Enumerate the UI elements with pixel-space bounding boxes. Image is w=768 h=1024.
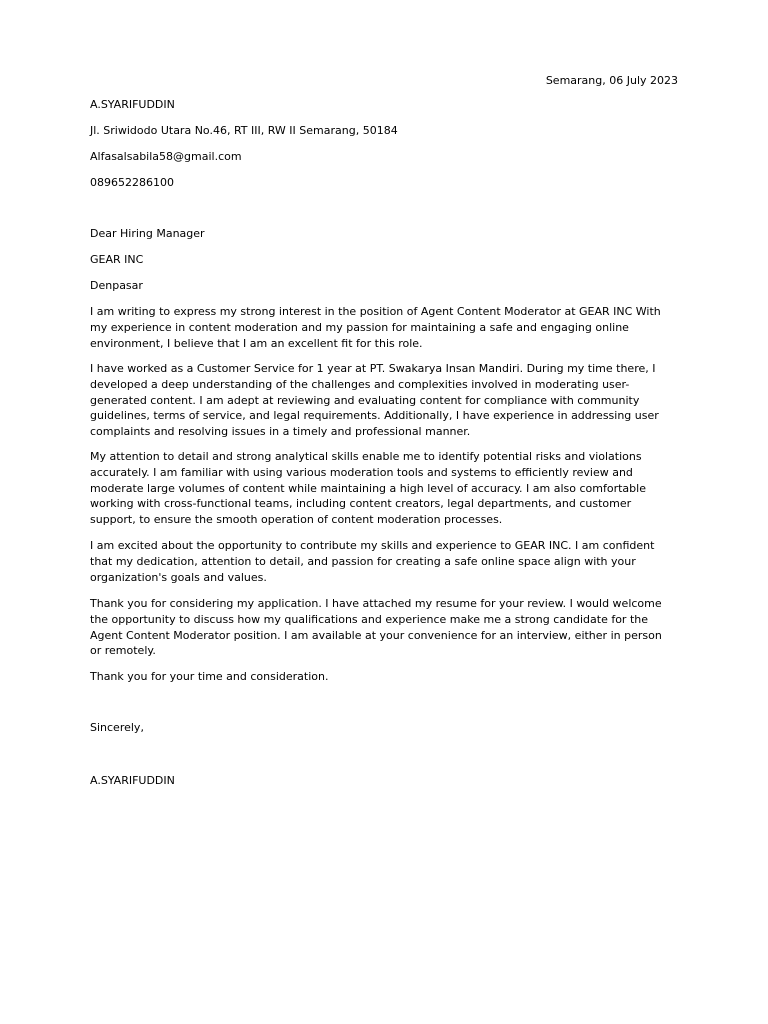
sender-phone: 089652286100 xyxy=(90,176,174,189)
signature-name: A.SYARIFUDDIN xyxy=(90,774,175,787)
paragraph-line: environment, I believe that I am an excellent fit for this role. xyxy=(90,336,423,350)
paragraph-line: I am writing to express my strong interest in the position of Agent Content Moderator at GEAR INC With xyxy=(90,305,661,318)
paragraph-line: organization's goals and values. xyxy=(90,570,267,584)
sender-email: Alfasalsabila58@gmail.com xyxy=(90,150,242,163)
paragraph-line: guidelines, terms of service, and legal requirements. Additionally, I have experience in addressing user xyxy=(90,409,659,423)
paragraph-line: Thank you for your time and consideration. xyxy=(90,670,329,683)
paragraph-line: the opportunity to discuss how my qualifications and experience make me a strong candidate for the xyxy=(90,612,649,626)
paragraph-line: that my dedication, attention to detail, and passion for creating a safe online space align with your xyxy=(90,554,636,568)
sender-name: A.SYARIFUDDIN xyxy=(90,98,175,111)
paragraph-line: support, to ensure the smooth operation of content moderation processes. xyxy=(90,513,503,527)
letter-date: Semarang, 06 July 2023 xyxy=(545,74,678,87)
paragraph-final-thanks xyxy=(90,669,682,685)
paragraph-line: or remotely. xyxy=(90,644,156,658)
paragraph-experience xyxy=(90,361,682,440)
paragraph-thanks-application xyxy=(90,596,682,659)
recipient-salutation: Dear Hiring Manager xyxy=(90,227,205,240)
paragraph-line: Thank you for considering my application. I have attached my resume for your review. I would welcome xyxy=(90,597,662,610)
paragraph-line: complaints and resolving issues in a timely and professional manner. xyxy=(90,425,471,439)
paragraph-line: Agent Content Moderator position. I am available at your convenience for an interview, either in person xyxy=(90,628,662,642)
paragraph-line: My attention to detail and strong analytical skills enable me to identify potential risks and violations xyxy=(90,450,642,463)
paragraph-line: generated content. I am adept at reviewing and evaluating content for compliance with community xyxy=(90,393,640,407)
closing: Sincerely, xyxy=(90,721,144,734)
paragraph-motivation xyxy=(90,538,682,585)
paragraph-skills xyxy=(90,449,682,528)
paragraph-line: accurately. I am familiar with using various moderation tools and systems to efficiently review and xyxy=(90,465,633,479)
paragraph-line: I have worked as a Customer Service for 1 year at PT. Swakarya Insan Mandiri. During my time there, I xyxy=(90,362,656,375)
sender-address: Jl. Sriwidodo Utara No.46, RT III, RW II Semarang, 50184 xyxy=(90,124,398,137)
recipient-city: Denpasar xyxy=(90,279,143,292)
paragraph-line: developed a deep understanding of the challenges and complexities involved in moderating user- xyxy=(90,377,630,391)
paragraph-intro xyxy=(90,304,682,351)
recipient-company: GEAR INC xyxy=(90,253,144,266)
paragraph-line: I am excited about the opportunity to contribute my skills and experience to GEAR INC. I am confident xyxy=(90,539,655,552)
paragraph-line: moderate large volumes of content while maintaining a high level of accuracy. I am also comfortable xyxy=(90,481,646,495)
paragraph-line: my experience in content moderation and my passion for maintaining a safe and engaging online xyxy=(90,320,629,334)
paragraph-line: working with cross-functional teams, including content creators, legal departments, and customer xyxy=(90,497,632,511)
